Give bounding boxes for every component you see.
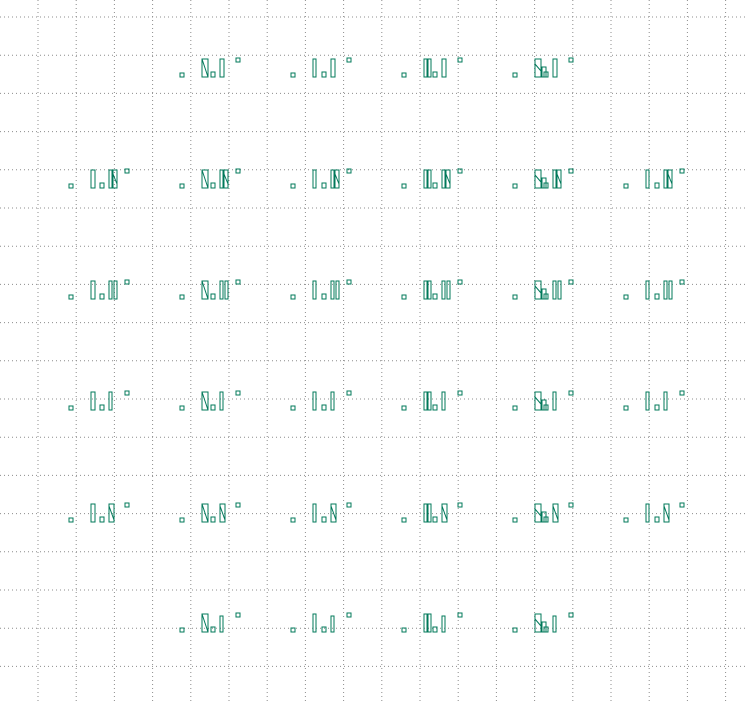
glyph-bar-a — [91, 281, 95, 299]
glyph-cell — [624, 280, 684, 299]
glyph-bar-a — [313, 392, 316, 410]
glyph-bar-b — [220, 170, 223, 188]
glyph-mid-dot — [433, 72, 437, 77]
glyph-bar-a2 — [428, 59, 431, 77]
glyph-mid-dot — [211, 405, 215, 410]
glyph-bar-b — [220, 59, 224, 77]
glyph-left-dot — [180, 184, 184, 188]
glyph-bar-a2 — [428, 170, 431, 188]
glyph-bar-b — [220, 616, 223, 632]
glyph-mid-dot — [655, 183, 659, 188]
glyph-bar-b-slash — [335, 174, 339, 184]
glyph-bar-a — [91, 170, 95, 188]
glyph-bar-a — [424, 392, 427, 410]
glyph-cell — [402, 58, 462, 77]
glyph-cell — [291, 58, 351, 77]
glyph-cell — [69, 280, 129, 299]
glyph-top-dot — [347, 503, 351, 507]
glyph-top-dot — [347, 58, 351, 62]
glyph-bar-a — [424, 504, 427, 522]
glyph-bar-b — [331, 616, 334, 632]
glyph-left-dot — [291, 184, 295, 188]
glyph-bar-b2 — [225, 281, 228, 299]
glyph-bar-b — [442, 281, 445, 299]
glyph-bar-b-slash — [664, 506, 669, 520]
glyph-bar-a-hatch — [535, 509, 541, 516]
glyph-cell — [513, 280, 573, 299]
glyph-left-dot — [180, 73, 184, 77]
glyph-bar-b — [109, 170, 112, 188]
glyph-mid-dot — [322, 72, 326, 77]
glyph-mid-dot — [322, 517, 326, 522]
glyph-bar-b — [664, 392, 667, 410]
glyph-bar-a — [313, 59, 316, 77]
glyph-top-dot — [236, 391, 240, 395]
glyph-left-dot — [513, 73, 517, 77]
glyph-cell — [624, 503, 684, 522]
glyph-bar-b — [664, 170, 667, 188]
glyph-bar-a — [313, 281, 316, 299]
glyph-top-dot — [347, 280, 351, 284]
glyph-bar-b — [553, 59, 557, 77]
glyph-bar-a — [424, 170, 427, 188]
glyph-cell — [402, 613, 462, 632]
glyph-left-dot — [402, 184, 406, 188]
glyph-cell — [513, 58, 573, 77]
glyph-cell — [513, 503, 573, 522]
glyph-bar-b-slash — [224, 174, 228, 184]
glyph-top-dot — [125, 280, 129, 284]
glyph-cell — [624, 169, 684, 188]
glyph-left-dot — [624, 295, 628, 299]
glyph-bar-b — [442, 170, 445, 188]
glyph-left-dot — [624, 518, 628, 522]
glyph-cell — [513, 169, 573, 188]
glyph-bar-b-slash — [109, 506, 114, 520]
glyph-bar-b — [664, 281, 667, 299]
glyph-bar-b — [220, 392, 223, 410]
glyph-left-dot — [180, 295, 184, 299]
glyph-left-dot — [513, 184, 517, 188]
glyph-top-dot — [236, 58, 240, 62]
glyph-cell — [180, 169, 240, 188]
glyph-left-dot — [69, 406, 73, 410]
glyph-mid-dot — [211, 183, 215, 188]
glyph-bar-b — [331, 392, 334, 410]
glyph-left-dot — [624, 406, 628, 410]
glyph-cell — [69, 169, 129, 188]
glyph-bar-a-slash — [202, 504, 208, 522]
glyph-bar-b — [331, 281, 334, 299]
glyph-bar-b — [442, 59, 446, 77]
glyph-top-dot — [680, 280, 684, 284]
glyph-bar-b-slash — [113, 174, 117, 184]
glyph-left-dot — [291, 295, 295, 299]
glyph-cell — [291, 503, 351, 522]
glyph-left-dot — [402, 406, 406, 410]
glyph-cell — [402, 280, 462, 299]
glyph-cell — [291, 169, 351, 188]
glyph-bar-a2 — [428, 504, 431, 522]
glyph-mid-dot — [655, 405, 659, 410]
glyph-bar-b2 — [669, 281, 672, 299]
glyph-left-dot — [180, 406, 184, 410]
glyph-left-dot — [402, 295, 406, 299]
glyph-top-dot — [347, 391, 351, 395]
glyph-bar-b — [109, 281, 112, 299]
glyph-mid-dot — [211, 517, 215, 522]
glyph-bar-b-slash — [553, 506, 558, 520]
glyph-cell — [624, 391, 684, 410]
glyph-mid-dot — [211, 294, 215, 299]
glyph-mid-dot — [433, 405, 437, 410]
glyph-bar-a-hatch — [535, 64, 541, 71]
glyph-left-dot — [624, 184, 628, 188]
glyph-mid-dot — [322, 294, 326, 299]
glyph-mid-dot — [322, 405, 326, 410]
glyph-bar-b-slash — [442, 506, 447, 520]
glyph-bar-a-hatch — [535, 619, 541, 626]
glyph-bar-a — [424, 614, 427, 632]
glyph-bar-a — [313, 614, 316, 632]
glyph-cell — [402, 169, 462, 188]
glyph-bar-b2 — [558, 281, 561, 299]
glyph-bar-a-hatch — [535, 175, 541, 182]
glyph-bar-a2 — [428, 614, 431, 632]
glyph-top-dot — [680, 391, 684, 395]
glyph-cell — [180, 613, 240, 632]
glyph-cell — [180, 503, 240, 522]
glyph-top-dot — [125, 391, 129, 395]
glyph-bar-a-slash — [202, 392, 208, 410]
glyph-bar-b-slash — [331, 506, 336, 520]
glyph-left-dot — [69, 295, 73, 299]
glyph-bar-a2 — [428, 392, 431, 410]
glyph-bar-b — [553, 281, 556, 299]
glyph-bar-b — [220, 281, 223, 299]
glyph-bar-a — [646, 504, 649, 522]
glyph-top-dot — [347, 613, 351, 617]
glyph-top-dot — [236, 503, 240, 507]
glyph-left-dot — [291, 406, 295, 410]
glyph-left-dot — [402, 73, 406, 77]
glyph-cell — [291, 391, 351, 410]
glyph-left-dot — [513, 295, 517, 299]
glyph-cell — [513, 391, 573, 410]
glyph-bar-a — [646, 392, 649, 410]
glyph-top-dot — [680, 503, 684, 507]
glyph-bar-a-hatch — [535, 286, 541, 293]
glyph-mid-dot — [100, 405, 104, 410]
glyph-bar-a2 — [428, 281, 431, 299]
glyph-cell — [69, 391, 129, 410]
glyph-bar-b — [553, 170, 556, 188]
glyph-bar-b — [553, 392, 556, 410]
glyph-cell — [291, 280, 351, 299]
glyph-cell — [513, 613, 573, 632]
glyph-mid-dot — [655, 517, 659, 522]
glyph-bar-a — [646, 281, 649, 299]
glyph-bar-b-slash — [668, 174, 672, 184]
glyph-bar-b2 — [447, 281, 450, 299]
glyph-top-dot — [236, 613, 240, 617]
glyph-bar-b — [553, 616, 556, 632]
glyph-top-dot — [125, 503, 129, 507]
glyph-bar-b-slash — [557, 174, 561, 184]
glyph-mid-dot — [211, 72, 215, 77]
glyph-cell — [291, 613, 351, 632]
glyph-cell — [402, 503, 462, 522]
glyph-bar-a — [424, 59, 427, 77]
glyph-cell — [402, 391, 462, 410]
glyph-bar-a — [91, 392, 95, 410]
glyph-bar-a-slash — [202, 281, 208, 299]
glyph-bar-a-slash — [202, 59, 208, 77]
glyph-mid-dot — [100, 183, 104, 188]
glyph-mid-dot — [100, 294, 104, 299]
glyph-cell — [69, 503, 129, 522]
glyph-left-dot — [180, 518, 184, 522]
glyph-bar-a-slash — [202, 614, 208, 632]
glyph-set — [69, 58, 684, 632]
glyph-left-dot — [291, 73, 295, 77]
glyph-mid-dot — [433, 517, 437, 522]
glyph-bar-b2 — [114, 281, 117, 299]
glyph-mid-dot — [433, 183, 437, 188]
glyph-bar-b — [109, 392, 112, 410]
glyph-bar-b2 — [336, 281, 339, 299]
glyph-bar-a — [424, 281, 427, 299]
glyph-bar-a — [313, 504, 316, 522]
glyph-mid-dot — [322, 183, 326, 188]
glyph-bar-b — [331, 59, 335, 77]
glyph-cell — [180, 280, 240, 299]
glyph-left-dot — [69, 184, 73, 188]
glyph-left-dot — [513, 406, 517, 410]
glyph-mid-dot — [433, 294, 437, 299]
glyph-mid-dot — [655, 294, 659, 299]
glyph-left-dot — [513, 518, 517, 522]
glyph-bar-b-slash — [220, 506, 225, 520]
glyph-left-dot — [291, 518, 295, 522]
glyph-left-dot — [69, 518, 73, 522]
glyph-bar-b — [331, 170, 334, 188]
glyph-top-dot — [236, 280, 240, 284]
glyph-cell — [180, 391, 240, 410]
glyph-bar-a — [313, 170, 316, 188]
glyph-bar-b — [442, 616, 445, 632]
glyph-mid-dot — [100, 517, 104, 522]
glyph-left-dot — [402, 518, 406, 522]
glyph-bar-a-hatch — [535, 397, 541, 404]
glyph-bar-a — [91, 504, 95, 522]
glyph-bar-a-slash — [202, 170, 208, 188]
glyph-bar-b-slash — [446, 174, 450, 184]
glyph-bar-b — [442, 392, 445, 410]
glyph-bar-a — [646, 170, 649, 188]
glyph-cell — [180, 58, 240, 77]
